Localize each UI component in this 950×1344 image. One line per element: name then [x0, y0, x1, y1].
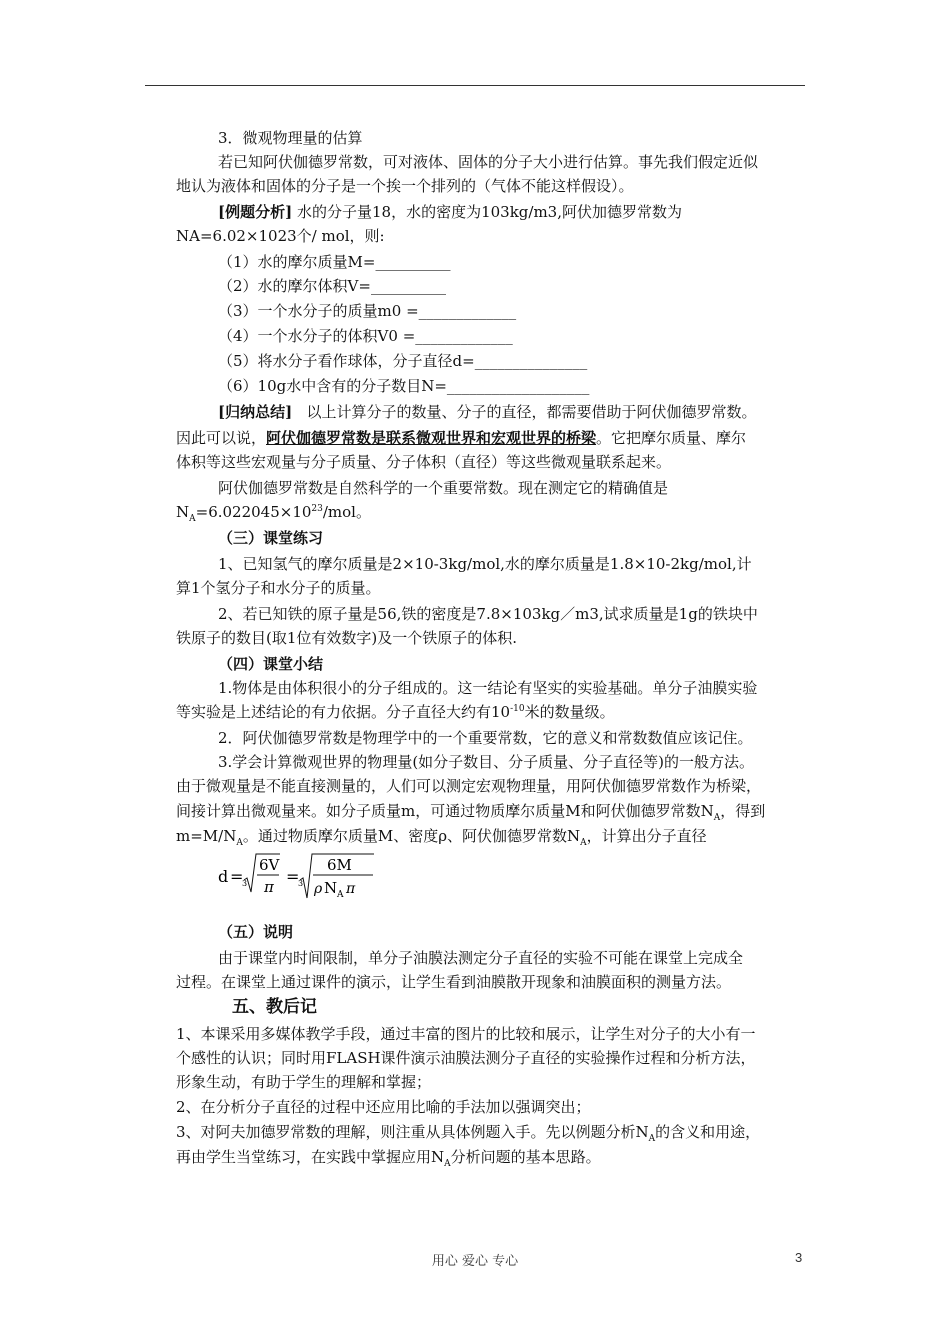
practice-question: 铁原子的数目(取1位有效数字)及一个铁原子的体积. [176, 629, 518, 647]
header-rule [145, 85, 805, 86]
formula-subscript: A [337, 890, 344, 900]
afterword-heading: 五、教后记 [232, 997, 317, 1017]
formula-numerator: 6M [327, 856, 352, 874]
note-line: 过程。在课堂上通过课件的演示，让学生看到油膜散开现象和油膜面积的测量方法。 [176, 973, 732, 991]
text: m=M/N [176, 827, 237, 845]
page-number: 3 [795, 1250, 803, 1265]
formula-root-index: 3 [242, 879, 248, 888]
section-heading: 3．微观物理量的估算 [218, 129, 363, 147]
text: ，计算出分子直径 [586, 827, 707, 845]
afterword-line: 个感性的认识；同时用FLASH课件演示油膜法测分子直径的实验操作过程和分析方法， [176, 1049, 756, 1067]
symbol: N [176, 503, 190, 521]
formula-numerator: 6V [259, 856, 280, 874]
note-heading: （五）说明 [218, 923, 294, 941]
example-text: 水的分子量18，水的密度为103kg/m3,阿伏加德罗常数为 [296, 203, 682, 221]
example-line [218, 202, 682, 222]
summary-text: 。它把摩尔质量、摩尔 [596, 429, 747, 447]
example-line: NA=6.02×1023个/ mol，则: [176, 227, 385, 245]
formula-equals: = [286, 867, 300, 886]
conclusion-line: 1.物体是由体积很小的分子组成的。这一结论有坚实的实验基础。单分子油膜实验 [218, 679, 758, 697]
example-label: [例题分析] [218, 203, 293, 221]
afterword-line [176, 1147, 601, 1167]
summary-label: [归纳总结] [218, 403, 293, 421]
conclusion-line: 3.学会计算微观世界的物理量(如分子数目、分子质量、分子直径等)的一般方法。 [218, 753, 755, 771]
text: 3、对阿夫加德罗常数的理解，则注重从具体例题入手。先以例题分析N [176, 1123, 649, 1141]
practice-question: 2、若已知铁的原子量是56,铁的密度是7.8×103kg／m3,试求质量是1g的铁块中 [218, 605, 758, 623]
formula-n: N [324, 879, 338, 897]
summary-line: 阿伏伽德罗常数是自然科学的一个重要常数。现在测定它的精确值是 [218, 479, 669, 497]
superscript: 23 [311, 504, 323, 514]
conclusion-line: 由于微观量是不能直接测量的，人们可以测定宏观物理量，用阿伏伽德罗常数作为桥梁， [176, 777, 762, 795]
example-item: （3）一个水分子的质量m0 =_____________ [218, 302, 517, 320]
text: ，得到 [720, 802, 766, 820]
paragraph-line: 若已知阿伏伽德罗常数，可对液体、固体的分子大小进行估算。事先我们假定近似 [218, 153, 759, 171]
subscript: A [236, 838, 243, 848]
diameter-formula [218, 848, 388, 904]
practice-question: 1、已知氢气的摩尔质量是2×10-3kg/mol,水的摩尔质量是1.8×10-2kg/mol,计 [218, 555, 752, 573]
paragraph-line: 地认为液体和固体的分子是一个挨一个排列的（气体不能这样假设）。 [176, 177, 634, 195]
formula-equals: = [230, 867, 244, 886]
summary-line [176, 428, 746, 448]
text: 再由学生当堂练习，在实践中掌握应用N [176, 1148, 445, 1166]
text: 等实验是上述结论的有力依据。分子直径大约有10 [176, 703, 511, 721]
example-item: （1）水的摩尔质量M=__________ [218, 253, 451, 271]
summary-line [218, 402, 757, 422]
formula-root-index: 3 [298, 879, 304, 888]
example-item: （5）将水分子看作球体，分子直径d=_______________ [218, 352, 588, 370]
unit: /mol。 [322, 503, 371, 521]
subscript: A [444, 1159, 451, 1169]
practice-question: 算1个氢分子和水分子的质量。 [176, 579, 381, 597]
conclusion-line [176, 702, 615, 722]
formula-denominator: π [264, 878, 274, 896]
example-item: （2）水的摩尔体积V=__________ [218, 277, 446, 295]
text: 分析问题的基本思路。 [450, 1148, 601, 1166]
text: 间接计算出微观量来。如分子质量m，可通过物质摩尔质量M和阿伏伽德罗常数N [176, 802, 714, 820]
subscript: A [580, 838, 587, 848]
summary-text: 因此可以说， [176, 429, 267, 447]
conclusion-heading: （四）课堂小结 [218, 655, 324, 673]
practice-heading: （三）课堂练习 [218, 529, 324, 547]
subscript: A [648, 1134, 656, 1144]
formula-rho: ρ [314, 881, 323, 897]
text: 。通过物质摩尔质量M、密度ρ、阿伏伽德罗常数N [242, 827, 581, 845]
value: =6.022045×10 [195, 503, 312, 521]
text: 的含义和用途， [655, 1123, 761, 1141]
afterword-line [176, 1122, 760, 1142]
subscript: A [713, 813, 721, 823]
example-item: （4）一个水分子的体积V0 =_____________ [218, 327, 513, 345]
conclusion-line [176, 801, 765, 821]
afterword-line: 1、本课采用多媒体教学手段，通过丰富的图片的比较和展示，让学生对分子的大小有一 [176, 1025, 756, 1043]
summary-text: 以上计算分子的数量、分子的直径，都需要借助于阿伏伽德罗常数。 [306, 403, 757, 421]
superscript: -10 [510, 704, 525, 714]
conclusion-line: 2．阿伏伽德罗常数是物理学中的一个重要常数，它的意义和常数数值应该记住。 [218, 729, 753, 747]
conclusion-line [176, 826, 707, 846]
text: 米的数量级。 [524, 703, 615, 721]
avogadro-value [176, 502, 371, 522]
afterword-line: 形象生动，有助于学生的理解和掌握； [176, 1073, 432, 1091]
summary-line: 体积等这些宏观量与分子质量、分子体积（直径）等这些微观量联系起来。 [176, 453, 672, 471]
example-item: （6）10g水中含有的分子数目N=___________________ [218, 377, 590, 395]
note-line: 由于课堂内时间限制，单分子油膜法测定分子直径的实验不可能在课堂上完成全 [218, 949, 744, 967]
key-statement: 阿伏伽德罗常数是联系微观世界和宏观世界的桥梁 [266, 429, 597, 447]
formula-d: d [218, 867, 229, 886]
afterword-line: 2、在分析分子直径的过程中还应用比喻的手法加以强调突出； [176, 1098, 591, 1116]
subscript: A [189, 514, 196, 524]
footer-motto: 用心 爱心 专心 [431, 1254, 519, 1269]
formula-pi: π [346, 881, 356, 897]
